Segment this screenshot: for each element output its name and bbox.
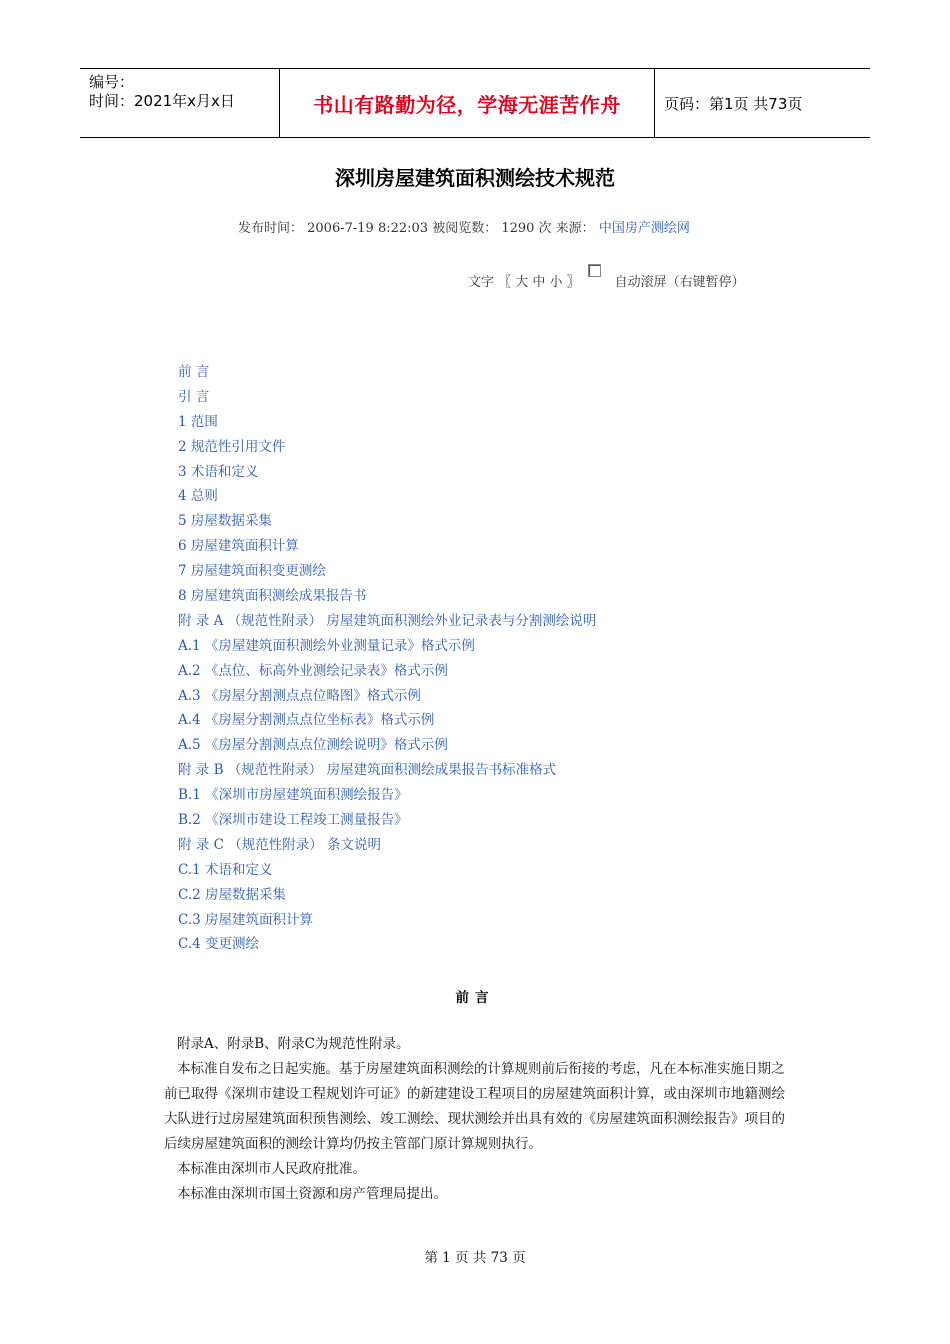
header-page-info: 页码：第1页 共73页 — [664, 94, 803, 113]
toc-link[interactable]: A.5 《房屋分割测点点位测绘说明》格式示例 — [178, 737, 448, 754]
header-info-cell — [80, 69, 280, 137]
toc-link[interactable]: 附 录 B （规范性附录） 房屋建筑面积测绘成果报告书标准格式 — [178, 762, 557, 779]
toc-link[interactable]: A.1 《房屋建筑面积测绘外业测量记录》格式示例 — [178, 637, 475, 654]
page-footer: 第 1 页 共 73 页 — [424, 1250, 526, 1266]
toc-link[interactable]: 引 言 — [178, 388, 210, 405]
text-size-selector[interactable]: 文字 〖 大 中 小 〗 — [468, 275, 580, 290]
paragraph: 本标准由深圳市国土资源和房产管理局提出。 — [177, 1186, 447, 1202]
toc-link[interactable]: 前 言 — [178, 364, 210, 380]
section-heading: 前言 — [455, 990, 495, 1006]
paragraph: 本标准由深圳市人民政府批准。 — [177, 1161, 366, 1177]
toc-link[interactable]: C.1 术语和定义 — [178, 861, 273, 878]
text-size-controls — [468, 271, 745, 290]
toc-link[interactable]: A.4 《房屋分割测点点位坐标表》格式示例 — [178, 712, 435, 729]
autoscroll-label: 自动滚屏（右键暂停） — [614, 275, 745, 290]
toc-link[interactable]: 7 房屋建筑面积变更测绘 — [178, 563, 326, 580]
toc-link[interactable]: 6 房屋建筑面积计算 — [178, 538, 299, 555]
toc-link[interactable]: 8 房屋建筑面积测绘成果报告书 — [178, 588, 367, 605]
toc-link[interactable]: 2 规范性引用文件 — [178, 438, 286, 455]
toc-link[interactable]: C.3 房屋建筑面积计算 — [178, 911, 314, 928]
paragraph: 本标准自发布之日起实施。基于房屋建筑面积测绘的计算规则前后衔接的考虑，凡在本标准实施日期之前已取得《深圳市建设工程规划许可证》的新建建设工程项目的房屋建筑面积计算，或由深圳市地籍测绘大队进行过房屋建筑面积预售测绘、竣工测绘、现状测绘并出具有效的《房屋建筑面积测绘报告》项目的后续房屋建筑面积的测绘计算均仍按主管部门原计算规则执行。 — [164, 1061, 785, 1152]
toc-link[interactable]: 附 录 A （规范性附录） 房屋建筑面积测绘外业记录表与分割测绘说明 — [178, 612, 597, 629]
autoscroll-checkbox[interactable] — [588, 264, 601, 277]
toc-link[interactable]: B.1 《深圳市房屋建筑面积测绘报告》 — [178, 787, 408, 804]
time-label: 时间：2021年x月x日 — [89, 92, 235, 110]
paragraph: 附录A、附录B、附录C为规范性附录。 — [177, 1036, 410, 1052]
toc-link[interactable]: 4 总则 — [178, 488, 218, 505]
header-motto: 书山有路勤为径，学海无涯苦作舟 — [280, 69, 655, 137]
publish-meta — [238, 217, 690, 236]
toc-link[interactable]: C.2 房屋数据采集 — [178, 886, 287, 903]
toc-link[interactable]: C.4 变更测绘 — [178, 936, 260, 953]
toc-link[interactable]: 1 范围 — [178, 413, 218, 430]
document-title: 深圳房屋建筑面积测绘技术规范 — [335, 166, 615, 190]
toc-link[interactable]: B.2 《深圳市建设工程竣工测量报告》 — [178, 812, 408, 829]
source-link[interactable]: 中国房产测绘网 — [598, 221, 690, 236]
toc-link[interactable]: 5 房屋数据采集 — [178, 513, 272, 530]
page-header — [80, 68, 870, 138]
section-body — [164, 1032, 792, 1207]
number-label: 编号： — [89, 73, 135, 91]
toc-link[interactable]: 3 术语和定义 — [178, 463, 259, 480]
toc-link[interactable]: A.3 《房屋分割测点点位略图》格式示例 — [178, 687, 421, 704]
publish-meta-text: 发布时间： 2006-7-19 8:22:03 被阅览数： 1290 次 来源： — [238, 221, 595, 236]
table-of-contents — [178, 362, 596, 959]
toc-link[interactable]: A.2 《点位、标高外业测绘记录表》格式示例 — [178, 662, 448, 679]
toc-link[interactable]: 附 录 C （规范性附录） 条文说明 — [178, 836, 381, 853]
